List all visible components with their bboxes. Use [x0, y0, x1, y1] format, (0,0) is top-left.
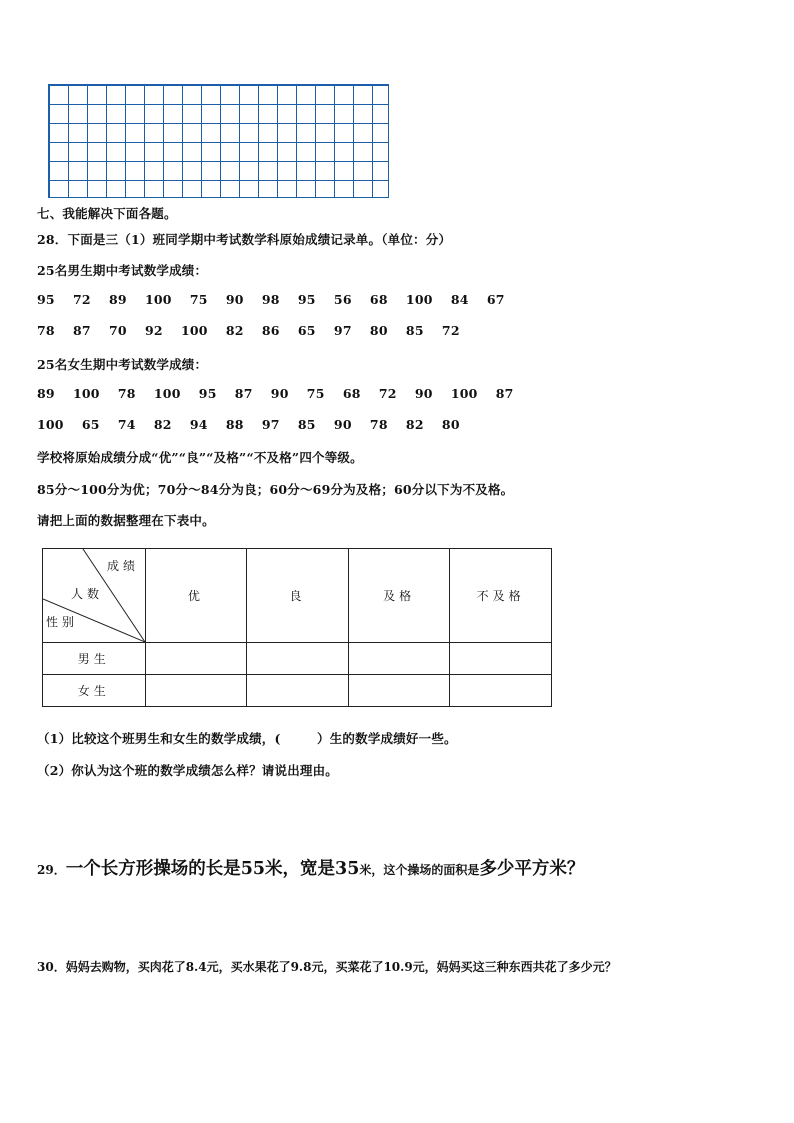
ranges-note: 85分～100分为优；70分～84分为良；60分～69分为及格；60分以下为不及格。 — [37, 482, 514, 497]
answer-cell[interactable] — [145, 675, 247, 707]
row-label-boys: 男生 — [43, 643, 146, 675]
q28-title: 28．下面是三（1）班同学期中考试数学科原始成绩记录单。（单位：分） — [37, 232, 452, 247]
score-table — [42, 548, 552, 707]
boys-label: 25名男生期中考试数学成绩： — [37, 263, 208, 278]
q29-text — [37, 855, 584, 880]
diag-grade-label: 成绩 — [107, 559, 140, 573]
girls-label: 25名女生期中考试数学成绩： — [37, 357, 208, 372]
answer-cell[interactable] — [247, 643, 349, 675]
girls-scores-row1: 89 100 78 100 95 87 90 75 68 72 90 100 87 — [37, 386, 514, 401]
header-good: 良 — [247, 549, 349, 643]
header-excellent: 优 — [145, 549, 247, 643]
table-instruction: 请把上面的数据整理在下表中。 — [37, 513, 215, 528]
grades-note: 学校将原始成绩分成“优”“良”“及格”“不及格”四个等级。 — [37, 450, 363, 465]
q29-part2: 米，这个操场的面积是 — [359, 863, 480, 877]
q28-sub1: （1）比较这个班男生和女生的数学成绩，( ）生的数学成绩好一些。 — [37, 731, 457, 746]
answer-cell[interactable] — [145, 643, 247, 675]
boys-scores-row2: 78 87 70 92 100 82 86 65 97 80 85 72 — [37, 323, 460, 338]
section-title: 七、我能解决下面各题。 — [37, 206, 177, 221]
answer-cell[interactable] — [450, 643, 552, 675]
q29-number: 29． — [37, 863, 66, 877]
answer-cell[interactable] — [348, 643, 450, 675]
q29-part3: 多少平方米？ — [479, 859, 585, 879]
header-fail: 不及格 — [450, 549, 552, 643]
diag-count-label: 人数 — [71, 587, 104, 601]
boys-scores-row1: 95 72 89 100 75 90 98 95 56 68 100 84 67 — [37, 292, 505, 307]
q28-sub2: （2）你认为这个班的数学成绩怎么样？请说出理由。 — [37, 763, 338, 778]
answer-cell[interactable] — [450, 675, 552, 707]
q30-text: 30．妈妈去购物，买肉花了8.4元，买水果花了9.8元，买菜花了10.9元，妈妈买这三种东西共花了多少元？ — [37, 960, 617, 974]
answer-cell[interactable] — [348, 675, 450, 707]
header-pass: 及格 — [348, 549, 450, 643]
row-label-girls: 女生 — [43, 675, 146, 707]
writing-grid — [48, 84, 389, 198]
diagonal-header-cell — [43, 549, 146, 643]
q29-part1: 一个长方形操场的长是55米，宽是35 — [65, 859, 360, 879]
answer-cell[interactable] — [247, 675, 349, 707]
girls-scores-row2: 100 65 74 82 94 88 97 85 90 78 82 80 — [37, 417, 460, 432]
diag-gender-label: 性别 — [46, 615, 79, 629]
